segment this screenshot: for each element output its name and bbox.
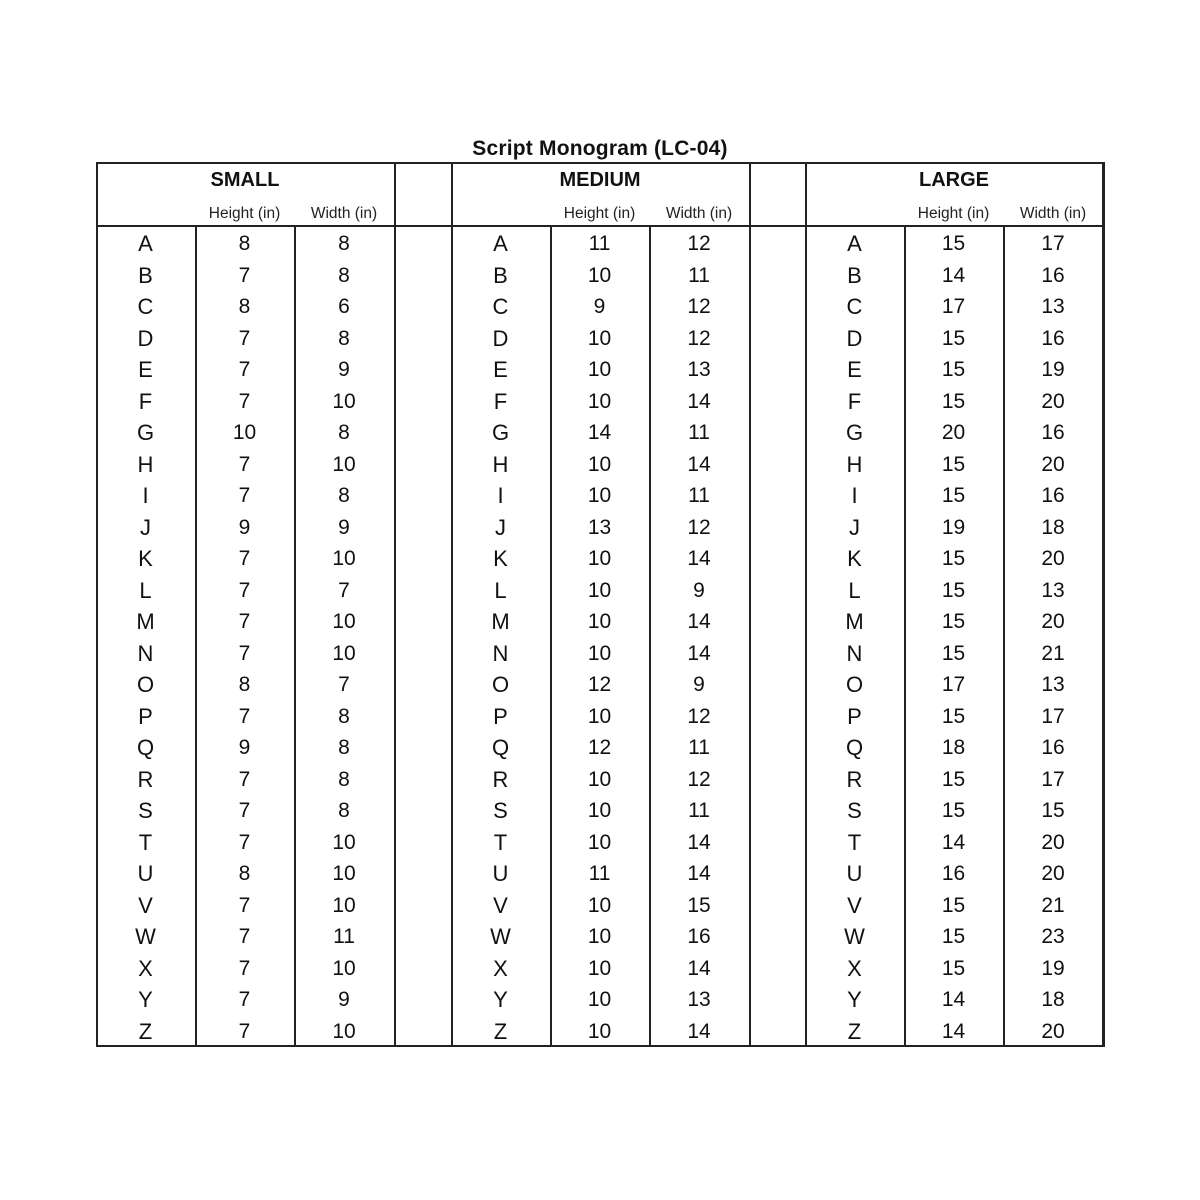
height-value-cell: 15 — [941, 358, 966, 381]
height-value-cell: 8 — [238, 232, 251, 255]
letter-cell: Y — [847, 987, 862, 1012]
width-column-header: Width (in) — [310, 205, 378, 222]
letter-cell: P — [138, 703, 153, 729]
height-value-cell: 15 — [941, 452, 966, 476]
height-value-cell: 7 — [238, 610, 251, 633]
letter-cell: U — [137, 861, 154, 886]
width-value-cell: 14 — [687, 547, 711, 570]
letter-cell: H — [846, 451, 863, 477]
height-value-cell: 10 — [587, 358, 612, 381]
width-value-cell: 14 — [687, 862, 711, 885]
height-value-cell: 15 — [941, 799, 966, 822]
width-value-cell: 10 — [332, 830, 356, 854]
letter-cell: A — [847, 231, 862, 256]
width-value-cell: 7 — [338, 578, 350, 602]
height-value-cell: 10 — [587, 925, 612, 948]
height-value-cell: 7 — [238, 1019, 251, 1043]
width-value-cell: 14 — [687, 641, 711, 665]
letter-cell: G — [136, 420, 155, 445]
letter-cell: G — [491, 420, 510, 445]
document-title: Script Monogram (LC-04) — [472, 137, 728, 160]
width-value-cell: 16 — [1041, 736, 1065, 759]
letter-cell: Q — [136, 735, 155, 760]
letter-cell: Z — [493, 1018, 508, 1044]
letter-cell: U — [492, 861, 509, 886]
letter-cell: E — [138, 357, 153, 382]
width-value-cell: 20 — [1041, 389, 1065, 413]
letter-cell: J — [495, 514, 506, 540]
width-value-cell: 6 — [338, 295, 350, 318]
height-value-cell: 14 — [587, 421, 612, 444]
width-value-cell: 13 — [687, 358, 711, 381]
width-value-cell: 21 — [1041, 893, 1065, 917]
letter-cell: G — [845, 420, 864, 445]
width-value-cell: 8 — [338, 736, 350, 759]
letter-cell: J — [849, 514, 860, 540]
height-value-cell: 7 — [238, 988, 251, 1011]
height-value-cell: 12 — [587, 736, 612, 759]
letter-cell: R — [137, 766, 154, 792]
width-value-cell: 11 — [688, 484, 710, 507]
width-value-cell: 10 — [332, 1019, 356, 1043]
letter-cell: M — [845, 609, 864, 634]
letter-cell: H — [492, 451, 509, 477]
width-value-cell: 20 — [1041, 862, 1065, 885]
width-value-cell: 8 — [338, 421, 350, 444]
width-value-cell: 14 — [687, 452, 711, 476]
letter-cell: Q — [845, 735, 864, 760]
height-value-cell: 15 — [941, 326, 966, 350]
letter-cell: X — [138, 955, 153, 981]
height-value-cell: 7 — [238, 547, 251, 570]
width-value-cell: 20 — [1041, 610, 1065, 633]
letter-cell: K — [138, 546, 153, 571]
height-value-cell: 15 — [941, 484, 966, 507]
height-value-cell: 10 — [587, 263, 612, 287]
width-value-cell: 11 — [688, 263, 710, 287]
letter-cell: C — [846, 294, 863, 319]
height-value-cell: 10 — [587, 1019, 612, 1043]
height-value-cell: 14 — [941, 1019, 966, 1043]
width-value-cell: 7 — [338, 673, 350, 696]
letter-cell: F — [138, 388, 153, 414]
height-value-cell: 10 — [587, 988, 612, 1011]
size-chart-table — [96, 162, 1104, 1047]
letter-cell: E — [847, 357, 862, 382]
width-value-cell: 12 — [687, 515, 711, 539]
size-group-title: MEDIUM — [559, 169, 641, 191]
width-value-cell: 23 — [1041, 925, 1065, 948]
height-value-cell: 10 — [587, 547, 612, 570]
letter-cell: L — [848, 577, 861, 603]
height-value-cell: 7 — [238, 799, 251, 822]
letter-cell: E — [493, 357, 508, 382]
letter-cell: M — [491, 609, 510, 634]
letter-cell: B — [847, 262, 862, 288]
width-value-cell: 8 — [338, 704, 350, 728]
width-value-cell: 12 — [687, 767, 711, 791]
height-value-cell: 7 — [238, 956, 251, 980]
letter-cell: U — [846, 861, 863, 886]
width-value-cell: 17 — [1041, 767, 1065, 791]
letter-cell: N — [492, 640, 509, 666]
height-value-cell: 7 — [238, 484, 251, 507]
width-value-cell: 18 — [1041, 515, 1065, 539]
letter-cell: R — [492, 766, 509, 792]
letter-cell: F — [847, 388, 862, 414]
letter-cell: I — [497, 483, 504, 508]
letter-cell: D — [492, 325, 509, 351]
height-value-cell: 10 — [587, 830, 612, 854]
height-value-cell: 15 — [941, 925, 966, 948]
width-value-cell: 14 — [687, 389, 711, 413]
height-value-cell: 17 — [941, 673, 966, 696]
width-value-cell: 13 — [687, 988, 711, 1011]
height-value-cell: 10 — [587, 799, 612, 822]
letter-cell: L — [494, 577, 507, 603]
width-value-cell: 20 — [1041, 547, 1065, 570]
letter-cell: W — [135, 924, 156, 949]
letter-cell: H — [137, 451, 154, 477]
letter-cell: W — [844, 924, 865, 949]
width-value-cell: 11 — [688, 799, 710, 822]
letter-cell: I — [851, 483, 858, 508]
width-value-cell: 16 — [1041, 484, 1065, 507]
width-value-cell: 21 — [1041, 641, 1065, 665]
height-value-cell: 15 — [941, 767, 966, 791]
letter-cell: S — [138, 798, 153, 823]
letter-cell: N — [846, 640, 863, 666]
letter-cell: A — [138, 231, 153, 256]
height-value-cell: 7 — [238, 704, 251, 728]
width-value-cell: 8 — [338, 326, 350, 350]
height-value-cell: 7 — [238, 358, 251, 381]
height-value-cell: 15 — [941, 704, 966, 728]
height-value-cell: 12 — [587, 673, 612, 696]
width-value-cell: 12 — [687, 326, 711, 350]
width-value-cell: 10 — [332, 610, 356, 633]
width-value-cell: 8 — [338, 484, 350, 507]
letter-cell: C — [137, 294, 154, 319]
height-value-cell: 10 — [587, 326, 612, 350]
height-value-cell: 10 — [587, 610, 612, 633]
letter-cell: K — [493, 546, 508, 571]
letter-cell: S — [493, 798, 508, 823]
width-value-cell: 15 — [1041, 799, 1065, 822]
height-value-cell: 7 — [238, 925, 251, 948]
height-value-cell: 15 — [941, 232, 966, 255]
width-value-cell: 17 — [1041, 704, 1065, 728]
width-value-cell: 9 — [693, 578, 705, 602]
letter-cell: M — [136, 609, 155, 634]
letter-cell: Y — [138, 987, 153, 1012]
height-value-cell: 9 — [238, 736, 251, 759]
width-value-cell: 13 — [1041, 673, 1065, 696]
height-value-cell: 9 — [593, 295, 606, 318]
height-value-cell: 13 — [587, 515, 612, 539]
height-value-cell: 11 — [588, 232, 611, 255]
width-value-cell: 13 — [1041, 578, 1065, 602]
letter-cell: K — [847, 546, 862, 571]
width-value-cell: 13 — [1041, 295, 1065, 318]
letter-cell: P — [493, 703, 508, 729]
height-value-cell: 15 — [941, 578, 966, 602]
height-value-cell: 18 — [941, 736, 966, 759]
width-value-cell: 16 — [687, 925, 711, 948]
height-value-cell: 15 — [941, 956, 966, 980]
height-value-cell: 15 — [941, 641, 966, 665]
width-value-cell: 16 — [1041, 421, 1065, 444]
height-value-cell: 14 — [941, 263, 966, 287]
width-value-cell: 14 — [687, 1019, 711, 1043]
letter-cell: V — [138, 892, 153, 918]
height-value-cell: 7 — [238, 389, 251, 413]
height-value-cell: 14 — [941, 988, 966, 1011]
height-value-cell: 16 — [941, 862, 966, 885]
height-value-cell: 7 — [238, 326, 251, 350]
height-value-cell: 10 — [587, 641, 612, 665]
letter-cell: D — [846, 325, 863, 351]
width-value-cell: 12 — [687, 704, 711, 728]
height-column-header: Height (in) — [917, 205, 990, 222]
height-value-cell: 10 — [587, 578, 612, 602]
size-group-title: SMALL — [210, 169, 280, 191]
width-value-cell: 8 — [338, 767, 350, 791]
width-value-cell: 19 — [1041, 358, 1065, 381]
width-value-cell: 11 — [333, 925, 355, 948]
letter-cell: T — [138, 829, 153, 855]
letter-cell: X — [847, 955, 862, 981]
width-column-header: Width (in) — [1019, 205, 1087, 222]
width-value-cell: 15 — [687, 893, 711, 917]
letter-cell: Q — [491, 735, 510, 760]
letter-cell: L — [139, 577, 152, 603]
height-value-cell: 11 — [588, 862, 611, 885]
width-value-cell: 10 — [332, 547, 356, 570]
height-value-cell: 8 — [238, 295, 251, 318]
letter-cell: V — [493, 892, 508, 918]
height-value-cell: 7 — [238, 641, 251, 665]
width-value-cell: 10 — [332, 641, 356, 665]
letter-cell: C — [492, 294, 509, 319]
size-group-title: LARGE — [919, 169, 989, 191]
height-value-cell: 8 — [238, 862, 251, 885]
width-value-cell: 10 — [332, 452, 356, 476]
letter-cell: Z — [138, 1018, 153, 1044]
letter-cell: N — [137, 640, 154, 666]
height-value-cell: 7 — [238, 830, 251, 854]
letter-cell: I — [142, 483, 149, 508]
width-value-cell: 20 — [1041, 1019, 1065, 1043]
height-value-cell: 20 — [941, 421, 966, 444]
width-value-cell: 14 — [687, 956, 711, 980]
height-value-cell: 9 — [238, 515, 251, 539]
height-value-cell: 8 — [238, 673, 251, 696]
letter-cell: T — [493, 829, 508, 855]
height-value-cell: 7 — [238, 767, 251, 791]
height-value-cell: 10 — [587, 704, 612, 728]
table-border-top — [96, 162, 1104, 164]
width-value-cell: 8 — [338, 263, 350, 287]
height-value-cell: 7 — [238, 578, 251, 602]
height-value-cell: 15 — [941, 547, 966, 570]
group-divider-right — [749, 162, 751, 1047]
letter-cell: V — [847, 892, 862, 918]
height-value-cell: 10 — [587, 956, 612, 980]
letter-cell: W — [490, 924, 511, 949]
letter-cell: R — [846, 766, 863, 792]
width-value-cell: 9 — [338, 358, 350, 381]
height-value-cell: 17 — [941, 295, 966, 318]
width-column-header: Width (in) — [665, 205, 733, 222]
width-value-cell: 11 — [688, 736, 710, 759]
letter-cell: Z — [847, 1018, 862, 1044]
width-value-cell: 17 — [1041, 232, 1065, 255]
letter-cell: J — [140, 514, 151, 540]
group-divider-right — [1103, 162, 1105, 1047]
height-value-cell: 7 — [238, 263, 251, 287]
width-value-cell: 16 — [1041, 326, 1065, 350]
letter-cell: B — [493, 262, 508, 288]
letter-cell: F — [493, 388, 508, 414]
width-value-cell: 20 — [1041, 452, 1065, 476]
header-rule — [96, 225, 1104, 227]
height-value-cell: 10 — [587, 389, 612, 413]
height-value-cell: 10 — [587, 893, 612, 917]
width-value-cell: 10 — [332, 956, 356, 980]
width-value-cell: 8 — [338, 232, 350, 255]
width-value-cell: 10 — [332, 389, 356, 413]
height-value-cell: 10 — [587, 484, 612, 507]
width-value-cell: 14 — [687, 610, 711, 633]
width-value-cell: 20 — [1041, 830, 1065, 854]
width-value-cell: 11 — [688, 421, 710, 444]
height-value-cell: 19 — [941, 515, 966, 539]
letter-cell: O — [845, 672, 864, 697]
height-value-cell: 15 — [941, 389, 966, 413]
letter-cell: T — [847, 829, 862, 855]
letter-cell: X — [493, 955, 508, 981]
width-value-cell: 14 — [687, 830, 711, 854]
height-value-cell: 7 — [238, 452, 251, 476]
width-value-cell: 19 — [1041, 956, 1065, 980]
width-value-cell: 10 — [332, 862, 356, 885]
letter-cell: A — [493, 231, 508, 256]
width-value-cell: 16 — [1041, 263, 1065, 287]
letter-cell: Y — [493, 987, 508, 1012]
letter-cell: P — [847, 703, 862, 729]
width-value-cell: 10 — [332, 893, 356, 917]
width-value-cell: 12 — [687, 232, 711, 255]
width-value-cell: 8 — [338, 799, 350, 822]
group-divider-right — [394, 162, 396, 1047]
width-value-cell: 18 — [1041, 988, 1065, 1011]
letter-cell: O — [491, 672, 510, 697]
height-value-cell: 10 — [587, 452, 612, 476]
height-value-cell: 14 — [941, 830, 966, 854]
letter-cell: S — [847, 798, 862, 823]
letter-cell: D — [137, 325, 154, 351]
width-value-cell: 9 — [338, 515, 350, 539]
width-value-cell: 9 — [338, 988, 350, 1011]
letter-cell: B — [138, 262, 153, 288]
width-value-cell: 9 — [693, 673, 705, 696]
height-value-cell: 7 — [238, 893, 251, 917]
height-column-header: Height (in) — [208, 205, 281, 222]
height-value-cell: 10 — [232, 421, 257, 444]
height-value-cell: 10 — [587, 767, 612, 791]
height-value-cell: 15 — [941, 610, 966, 633]
height-value-cell: 15 — [941, 893, 966, 917]
letter-cell: O — [136, 672, 155, 697]
height-column-header: Height (in) — [563, 205, 636, 222]
width-value-cell: 12 — [687, 295, 711, 318]
